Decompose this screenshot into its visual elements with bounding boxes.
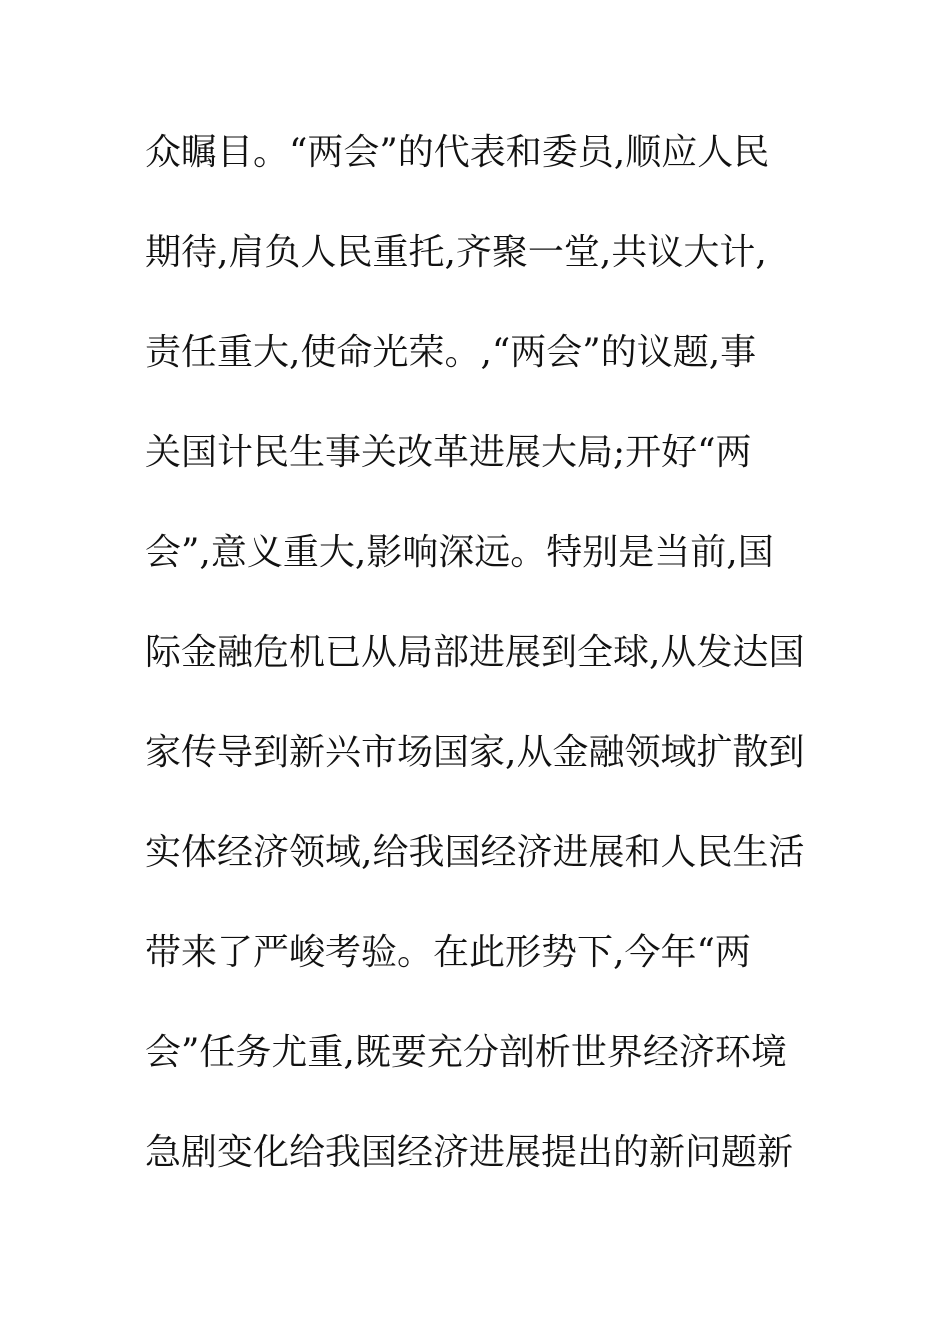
body-text xyxy=(145,123,805,1223)
text-line: 急剧变化给我国经济进展提出的新问题新 xyxy=(145,1132,794,1173)
text-line: 众瞩目。“两会”的代表和委员,顺应人民 xyxy=(145,132,770,173)
text-line: 会”,意义重大,影响深远。特别是当前,国 xyxy=(145,532,774,573)
text-line: 责任重大,使命光荣。,“两会”的议题,事 xyxy=(145,332,757,373)
text-line: 会”任务尤重,既要充分剖析世界经济环境 xyxy=(145,1032,787,1073)
text-line: 期待,肩负人民重托,齐聚一堂,共议大计, xyxy=(145,232,767,273)
text-line: 实体经济领域,给我国经济进展和人民生活 xyxy=(145,832,805,873)
text-line: 关国计民生事关改革进展大局;开好“两 xyxy=(145,432,752,473)
text-line: 际金融危机已从局部进展到全球,从发达国 xyxy=(145,632,805,673)
text-line: 家传导到新兴市场国家,从金融领域扩散到 xyxy=(145,732,805,773)
text-line: 带来了严峻考验。在此形势下,今年“两 xyxy=(145,932,751,973)
